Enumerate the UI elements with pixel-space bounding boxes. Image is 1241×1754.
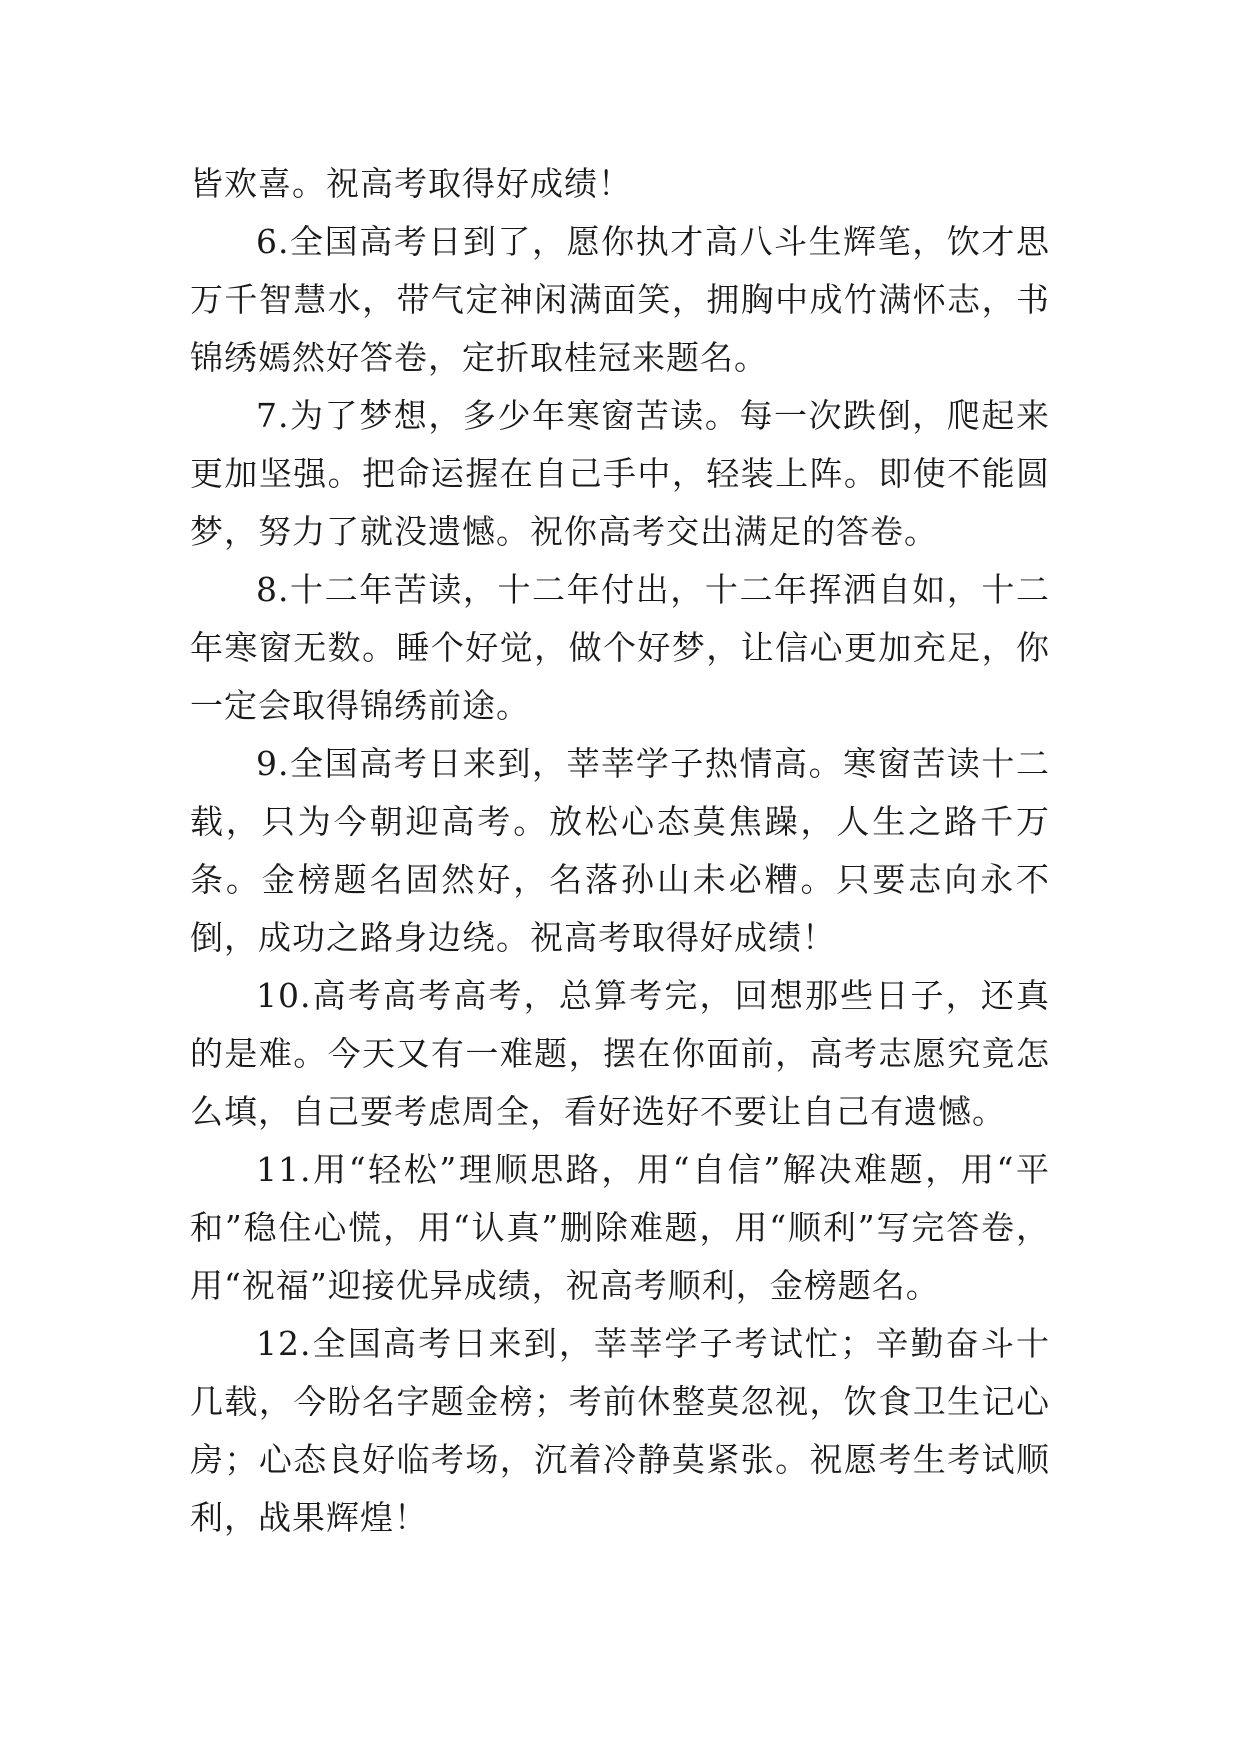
paragraph-item-7: 7.为了梦想，多少年寒窗苦读。每一次跌倒，爬起来更加坚强。把命运握在自己手中，轻装上阵。即使不能圆梦，努力了就没遗憾。祝你高考交出满足的答卷。 — [190, 396, 1050, 551]
paragraph-item-10: 10.高考高考高考，总算考完，回想那些日子，还真的是难。今天又有一难题，摆在你面前，高考志愿究竟怎么填，自己要考虑周全，看好选好不要让自己有遗憾。 — [190, 976, 1050, 1131]
paragraph-item-8: 8.十二年苦读，十二年付出，十二年挥洒自如，十二年寒窗无数。睡个好觉，做个好梦，让信心更加充足，你一定会取得锦绣前途。 — [190, 570, 1050, 725]
paragraph-item-11: 11.用“轻松”理顺思路，用“自信”解决难题，用“平和”稳住心慌，用“认真”删除难题，用“顺利”写完答卷，用“祝福”迎接优异成绩，祝高考顺利，金榜题名。 — [190, 1150, 1050, 1305]
paragraph-item-6: 6.全国高考日到了，愿你执才高八斗生辉笔，饮才思万千智慧水，带气定神闲满面笑，拥胸中成竹满怀志，书锦绣嫣然好答卷，定折取桂冠来题名。 — [190, 222, 1050, 377]
paragraph-item-12: 12.全国高考日来到，莘莘学子考试忙；辛勤奋斗十几载，今盼名字题金榜；考前休整莫忽视，饮食卫生记心房；心态良好临考场，沉着冷静莫紧张。祝愿考生考试顺利，战果辉煌！ — [190, 1324, 1050, 1537]
document-body — [190, 155, 1050, 1547]
paragraph-item-9: 9.全国高考日来到，莘莘学子热情高。寒窗苦读十二载，只为今朝迎高考。放松心态莫焦躁，人生之路千万条。金榜题名固然好，名落孙山未必糟。只要志向永不倒，成功之路身边绕。祝高考取得好成绩！ — [190, 744, 1050, 957]
paragraph-continuation: 皆欢喜。祝高考取得好成绩！ — [190, 164, 632, 203]
